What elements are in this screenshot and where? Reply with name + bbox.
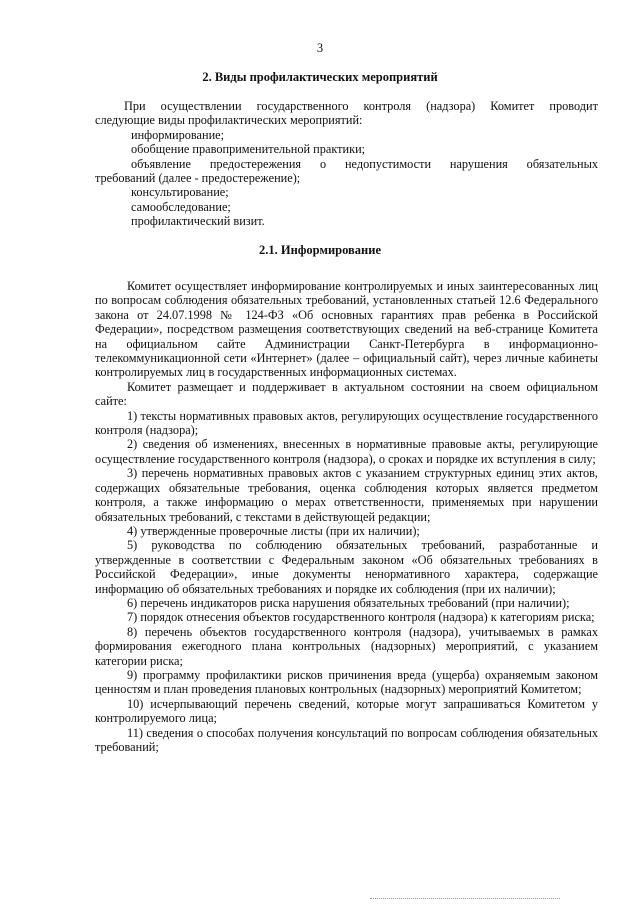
section-2-1-body	[95, 279, 598, 754]
list-item-warning-rest: требований (далее - предостережение);	[95, 171, 301, 186]
list-item: 1) тексты нормативных правовых актов, регулирующих осуществление государственного контроля (надзора);	[95, 408, 598, 438]
section-2-intro-first: При осуществлении государственного контроля (надзора) Комитет проводит	[124, 99, 598, 113]
section-2-intro-rest: следующие виды профилактических мероприятий:	[95, 113, 363, 128]
list-item: 9) программу профилактики рисков причинения вреда (ущерба) охраняемым законом ценностям и план проведения плановых контрольных (надзорных) мероприятий Комитетом;	[95, 667, 598, 697]
list-item: обобщение правоприменительной практики;	[131, 142, 366, 157]
list-item: 3) перечень нормативных правовых актов с указанием структурных единиц этих актов, содержащих обязательные требования, оценка соблюдения которых является предметом контроля, а также информацию о мерах ответственности, применяемых при нарушении обязательных требований, с текстами в действующей редакции;	[95, 466, 598, 524]
list-item: информирование;	[131, 127, 225, 142]
list-item: 6) перечень индикаторов риска нарушения обязательных требований (при наличии);	[127, 595, 570, 610]
list-item: 11) сведения о способах получения консультаций по вопросам соблюдения обязательных требований;	[95, 725, 598, 754]
list-item-warning-first: объявление предостережения о недопустимости нарушения обязательных	[131, 156, 598, 171]
page-number: 3	[316, 41, 324, 55]
section-2-title: 2. Виды профилактических мероприятий	[202, 70, 438, 84]
list-item: консультирование;	[131, 185, 229, 200]
paragraph-site-content: Комитет размещает и поддерживает в актуальном состоянии на своем официальном сайте:	[95, 379, 598, 409]
section-2-body	[95, 99, 598, 229]
list-item: профилактический визит.	[131, 214, 265, 229]
list-item: самообследование;	[131, 199, 231, 214]
paragraph-informing: Комитет осуществляет информирование контролируемых и иных заинтересованных лиц по вопросам соблюдения обязательных требований, установленных статьей 12.6 Федерального закона от 24.07.1998 № 124-ФЗ «Об основных гарантиях прав ребенка в Российской Федерации», посредством размещения соответствующих сведений на веб-странице Комитета на официальном сайте Администрации Санкт-Петербурга в информационно-телекоммуникационной сети «Интернет» (далее – официальный сайт), через личные кабинеты контролируемых лиц в государственных информационных системах.	[95, 279, 598, 380]
list-item: 8) перечень объектов государственного контроля (надзора), учитываемых в рамках формирования ежегодного плана контрольных (надзорных) мероприятий, с указанием категории риска;	[95, 624, 598, 668]
list-item: 2) сведения об изменениях, внесенных в нормативные правовые акты, регулирующие осуществление государственного контроля (надзора), о сроках и порядке их вступления в силу;	[95, 437, 598, 466]
section-2-1-title: 2.1. Информирование	[258, 243, 382, 257]
list-item: 7) порядок отнесения объектов государственного контроля (надзора) к категориям риска;	[127, 610, 595, 625]
footer-divider	[370, 898, 560, 899]
list-item: 5) руководства по соблюдению обязательных требований, разработанные и утвержденные в соответствии с Федеральным законом «Об обязательных требованиях в Российской Федерации», иные документы ненормативного характера, содержащие информацию об обязательных требованиях и порядке их соблюдения (при их наличии);	[95, 538, 598, 596]
list-item: 10) исчерпывающий перечень сведений, которые могут запрашиваться Комитетом у контролируемого лица;	[95, 696, 598, 726]
list-item: 4) утвержденные проверочные листы (при их наличии);	[127, 523, 420, 538]
